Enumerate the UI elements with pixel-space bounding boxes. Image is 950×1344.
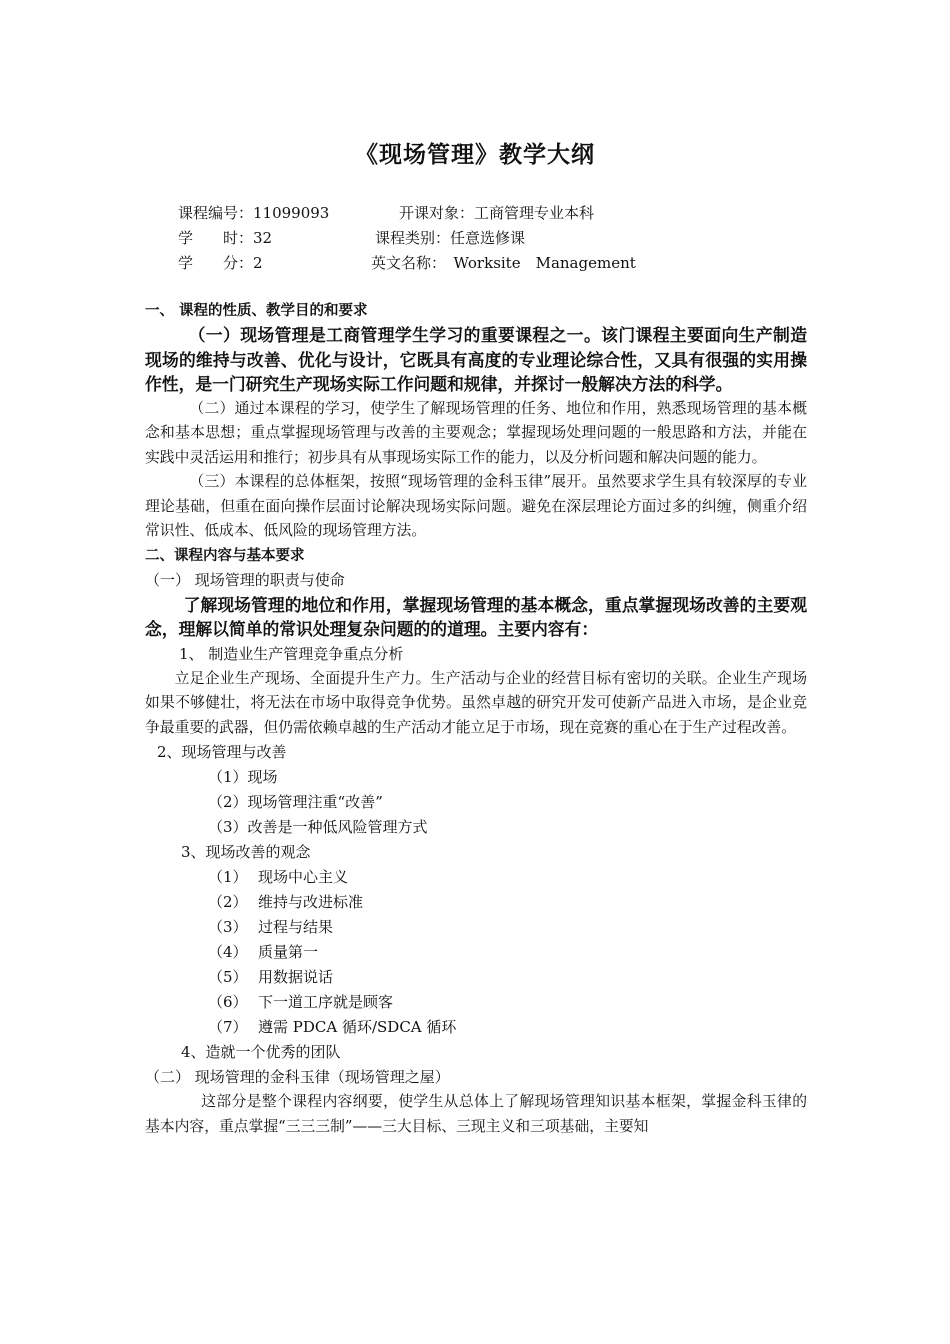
course-english-name: 英文名称： Worksite Management <box>371 254 636 272</box>
subsection-heading-2: （二） 现场管理的金科玉律（现场管理之屋） <box>145 1068 450 1086</box>
item-3-sub-7-text: 遵需 PDCA 循环/SDCA 循环 <box>258 1018 457 1036</box>
item-1-paragraph: 立足企业生产现场、全面提升生产力。生产活动与企业的经营目标有密切的关联。企业生产现场如果不够健壮，将无法在市场中取得竞争优势。虽然卓越的研究开发可使新产品进入市场，是企业竞争最重要的武器，但仍需依赖卓越的生产活动才能立足于市场，现在竞赛的重心在于生产过程改善。 <box>145 669 807 736</box>
subsection2-paragraph: 这部分是整个课程内容纲要，使学生从总体上了解现场管理知识基本框架，掌握金科玉律的基本内容，重点掌握“三三三制”——三大目标、三现主义和三项基础，主要知 <box>145 1093 807 1135</box>
item-3-sub-4-num: （4） <box>208 943 248 961</box>
section1-paragraph-3: （三）本课程的总体框架，按照“现场管理的金科玉律”展开。虽然要求学生具有较深厚的专业理论基础，但重在面向操作层面讨论解决现场实际问题。避免在深层理论方面过多的纠缠，侧重介绍常识性、低成本、低风险的现场管理方法。 <box>145 473 807 539</box>
item-2-sub-2: （2）现场管理注重“改善” <box>208 793 383 811</box>
item-3-sub-5-text: 用数据说话 <box>258 968 334 986</box>
item-3-sub-3-text: 过程与结果 <box>258 918 334 936</box>
item-3-sub-5 <box>145 965 807 990</box>
item-3-sub-3 <box>145 915 807 940</box>
item-3-sub-7-num: （7） <box>208 1018 248 1036</box>
item-3-sub-4-text: 质量第一 <box>258 943 319 961</box>
section-heading-2: 二、课程内容与基本要求 <box>145 547 305 564</box>
item-3-sub-6-text: 下一道工序就是顾客 <box>258 993 394 1011</box>
item-3-heading: 3、现场改善的观念 <box>181 843 311 861</box>
item-4-heading: 4、造就一个优秀的团队 <box>181 1043 341 1061</box>
item-3-sub-6-num: （6） <box>208 993 248 1011</box>
document-body <box>145 299 807 1139</box>
item-3-sub-1 <box>145 865 807 890</box>
item-3-sub-7 <box>145 1015 807 1040</box>
item-2-sub-3: （3）改善是一种低风险管理方式 <box>208 818 428 836</box>
section-heading-1: 一、 课程的性质、教学目的和要求 <box>145 303 368 319</box>
document-title: 《现场管理》教学大纲 <box>355 142 595 168</box>
item-3-sub-5-num: （5） <box>208 968 248 986</box>
course-credits: 学 分：2 <box>178 254 263 272</box>
item-3-sub-2-num: （2） <box>208 893 248 911</box>
course-hours: 学 时：32 <box>178 229 273 247</box>
course-code: 课程编号：11099093 <box>178 204 330 222</box>
item-2-heading: 2、现场管理与改善 <box>157 743 287 761</box>
subsection1-intro: 了解现场管理的地位和作用，掌握现场管理的基本概念，重点掌握现场改善的主要观念，理解以简单的常识处理复杂问题的的道理。主要内容有： <box>145 594 807 639</box>
item-3-sub-2 <box>145 890 807 915</box>
section1-paragraph-2: （二）通过本课程的学习，使学生了解现场管理的任务、地位和作用，熟悉现场管理的基本概念和基本思想；重点掌握现场管理与改善的主要观念；掌握现场处理问题的一般思路和方法，并能在实践中灵活运用和推行；初步具有从事现场实际工作的能力，以及分析问题和解决问题的能力。 <box>145 399 807 466</box>
course-category: 课程类别：任意选修课 <box>375 229 526 247</box>
subsection-heading-1: （一） 现场管理的职责与使命 <box>145 570 345 589</box>
item-3-sub-4 <box>145 940 807 965</box>
course-audience: 开课对象：工商管理专业本科 <box>399 204 595 222</box>
item-1-heading: 1、 制造业生产管理竞争重点分析 <box>179 644 404 663</box>
item-2-sub-1: （1）现场 <box>208 768 278 786</box>
item-3-sub-6 <box>145 990 807 1015</box>
item-3-sub-3-num: （3） <box>208 918 248 936</box>
item-3-sub-1-num: （1） <box>208 868 248 886</box>
item-3-sub-1-text: 现场中心主义 <box>258 868 349 886</box>
item-3-sub-2-text: 维持与改进标准 <box>258 893 364 911</box>
section1-paragraph-1: （一）现场管理是工商管理学生学习的重要课程之一。该门课程主要面向生产制造现场的维持与改善、优化与设计，它既具有高度的专业理论综合性，又具有很强的实用操作性，是一门研究生产现场实际工作问题和规律，并探讨一般解决方法的科学。 <box>145 325 807 394</box>
